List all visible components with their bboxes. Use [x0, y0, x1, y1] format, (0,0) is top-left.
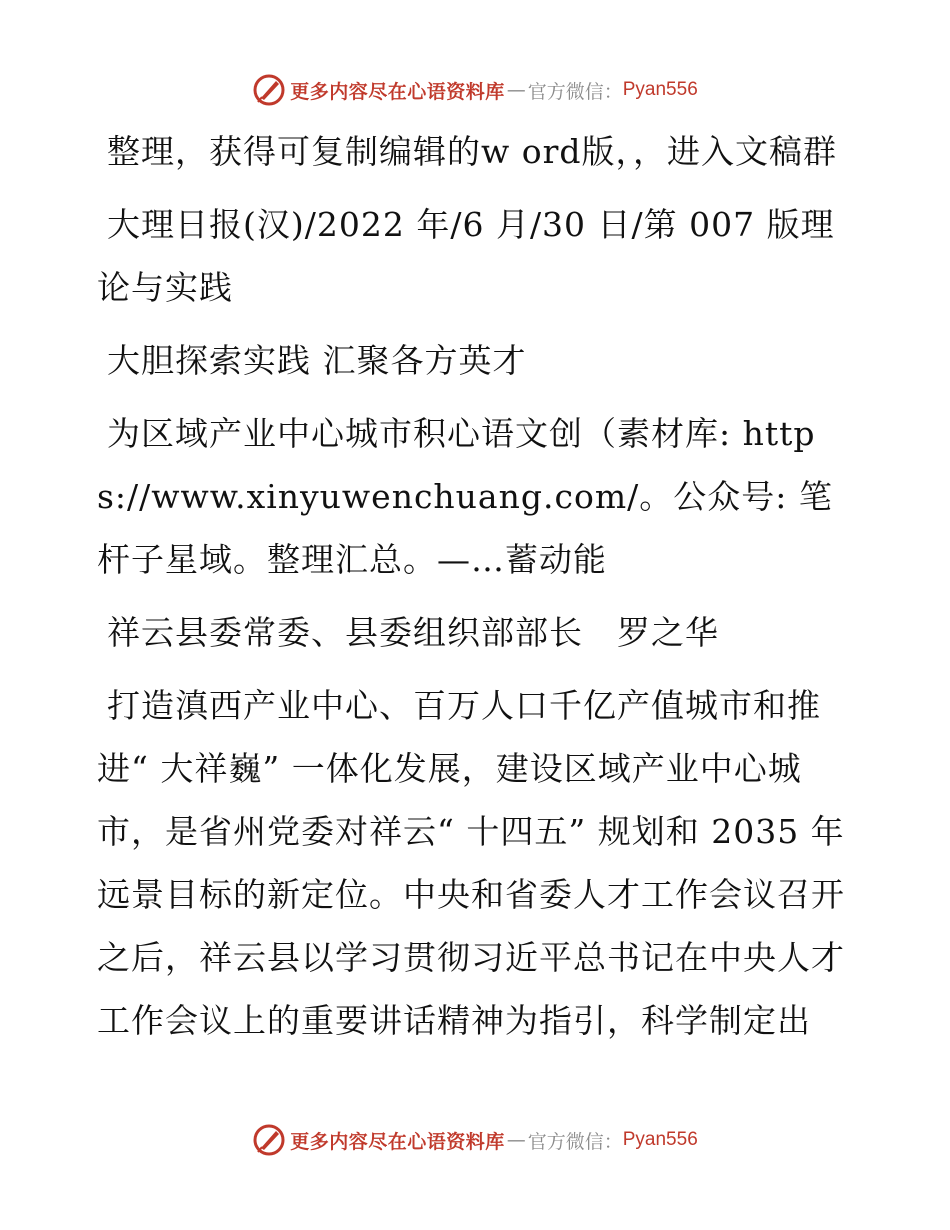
watermark-wechat-id: Pyan556: [622, 1129, 698, 1150]
document-body: [97, 120, 857, 1062]
watermark-wechat-id: Pyan556: [622, 79, 698, 100]
watermark-text: 更多内容尽在心语资料库: [290, 80, 505, 103]
paragraph-title: 大胆探索实践 汇聚各方英才: [107, 341, 527, 380]
watermark-banner-top: [0, 70, 950, 110]
watermark-dash: —: [506, 1129, 526, 1151]
watermark-wechat-label: 官方微信：: [527, 1130, 623, 1153]
watermark-wechat-label: 官方微信：: [527, 80, 623, 103]
quill-logo-icon: [252, 1123, 286, 1157]
watermark-text: 更多内容尽在心语资料库: [290, 1130, 505, 1153]
paragraph-subtitle: 为区域产业中心城市积心语文创（素材库: https://www.xinyuwenchuang.com/。公众号: 笔杆子星域。整理汇总。—…蓄动能: [97, 414, 833, 579]
paragraph-source: 大理日报(汉)/2022 年/6 月/30 日/第 007 版理论与实践: [97, 205, 835, 307]
watermark-banner-bottom: [0, 1120, 950, 1160]
watermark-dash: —: [506, 79, 526, 101]
paragraph-intro: 整理，获得可复制编辑的w ord版，，进入文稿群: [107, 132, 838, 171]
paragraph-body: 打造滇西产业中心、百万人口千亿产值城市和推进“ 大祥巍” 一体化发展，建设区域产业中心城市，是省州党委对祥云“ 十四五” 规划和 2035 年远景目标的新定位。中央和省委人才工作会议召开之后，祥云县以学习贯彻习近平总书记在中央人才工作会议上的重要讲话精神为指引，科学制定出: [97, 686, 845, 1040]
paragraph-author: 祥云县委常委、县委组织部部长 罗之华: [107, 613, 719, 652]
quill-logo-icon: [252, 73, 286, 107]
